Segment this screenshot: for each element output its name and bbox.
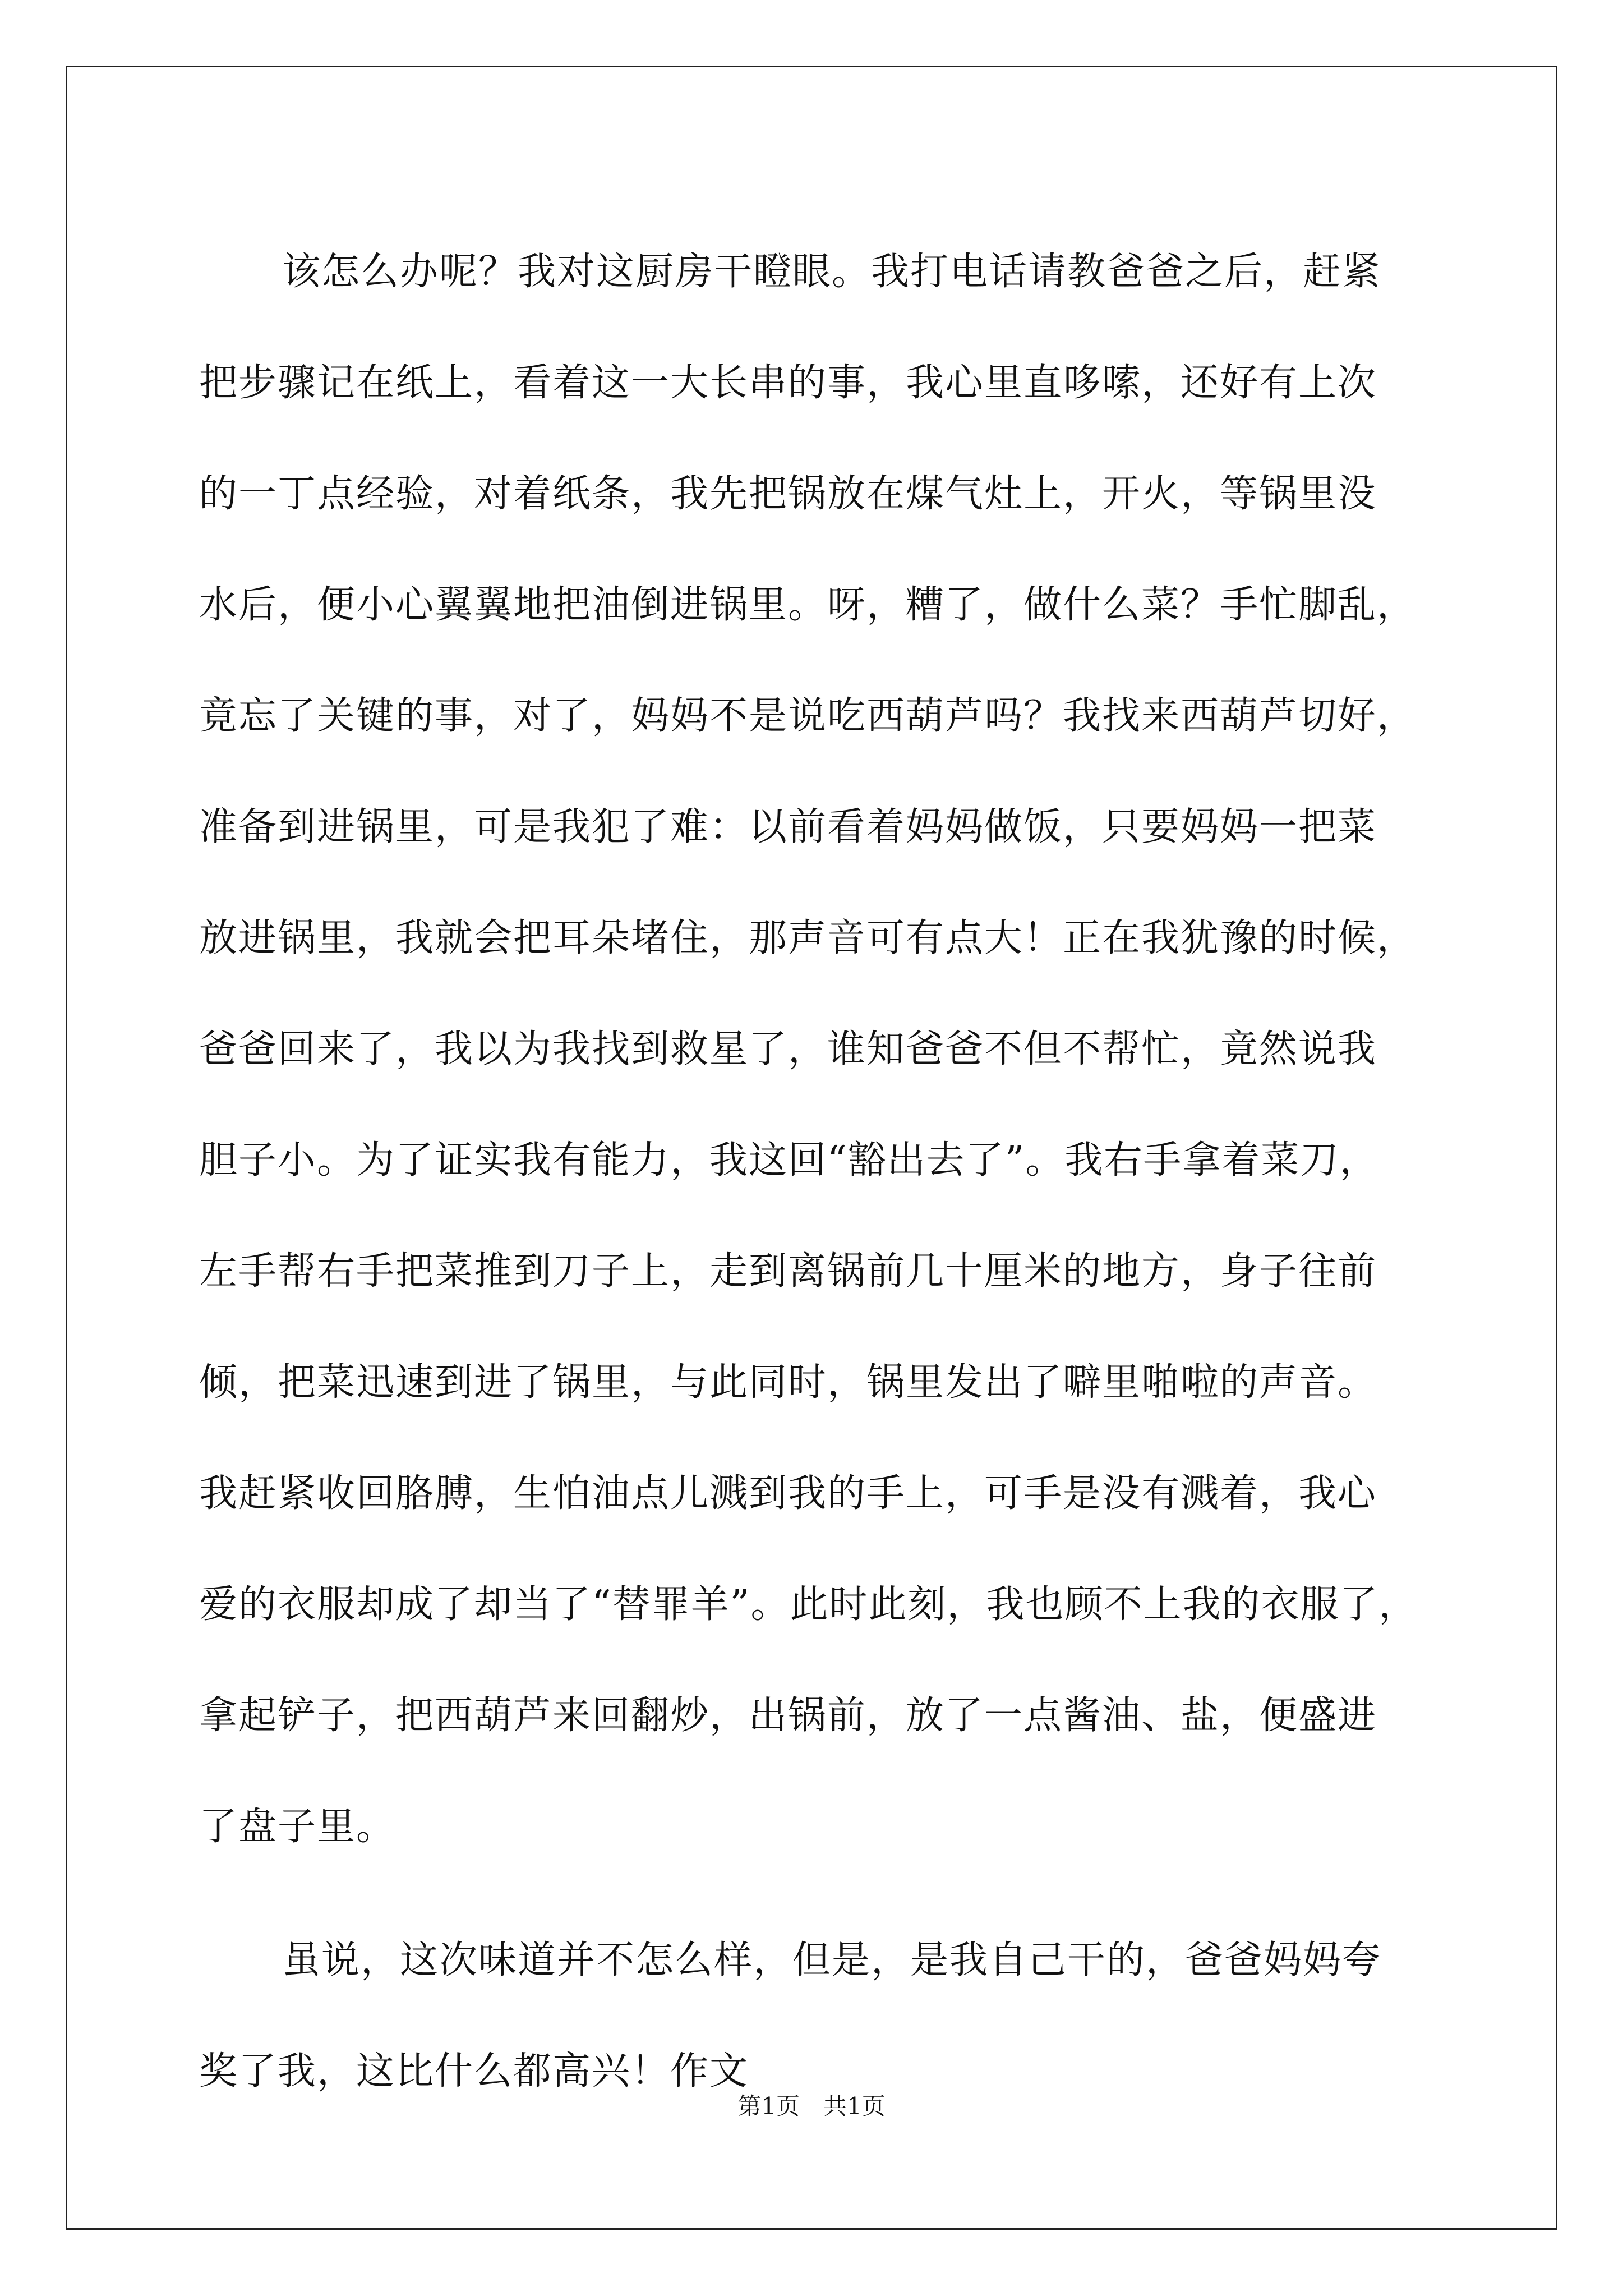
text-line: 拿起铲子，把西葫芦来回翻炒，出锅前，放了一点酱油、盐，便盛进 [199,1694,1377,1738]
text-line: 爸爸回来了，我以为我找到救星了，谁知爸爸不但不帮忙，竟然说我 [199,1027,1377,1071]
page-footer: 第1页 共1页 [737,2092,886,2120]
paragraph-spacer [199,1883,1430,1905]
text-line: 该怎么办呢？我对这厨房干瞪眼。我打电话请教爸爸之后，赶紧 [282,250,1382,294]
text-line: 胆子小。为了证实我有能力，我这回“豁出去了”。我右手拿着菜刀， [199,1138,1379,1182]
text-line: 竟忘了关键的事，对了，妈妈不是说吃西葫芦吗？我找来西葫芦切好， [199,694,1417,738]
text-line: 奖了我，这比什么都高兴！作文 [199,2049,749,2093]
text-line: 倾，把菜迅速到进了锅里，与此同时，锅里发出了噼里啪啦的声音。 [199,1360,1377,1405]
text-line: 的一丁点经验，对着纸条，我先把锅放在煤气灶上，开火，等锅里没 [199,472,1377,516]
paragraph-1 [199,217,1430,1883]
text-line: 爱的衣服却成了却当了“替罪羊”。此时此刻，我也顾不上我的衣服了， [199,1582,1418,1627]
text-line: 放进锅里，我就会把耳朵堵住，那声音可有点大！正在我犹豫的时候， [199,916,1417,960]
document-body [199,217,1430,2127]
text-line: 把步骤记在纸上，看着这一大长串的事，我心里直哆嗦，还好有上次 [199,361,1377,405]
text-line: 准备到进锅里，可是我犯了难：以前看着妈妈做饭，只要妈妈一把菜 [199,805,1377,849]
text-line: 左手帮右手把菜推到刀子上，走到离锅前几十厘米的地方，身子往前 [199,1249,1377,1294]
text-line: 虽说，这次味道并不怎么样，但是，是我自己干的，爸爸妈妈夸 [282,1938,1382,1982]
text-line: 我赶紧收回胳膊，生怕油点儿溅到我的手上，可手是没有溅着，我心 [199,1471,1377,1516]
text-line: 了盘子里。 [199,1805,396,1849]
text-line: 水后，便小心翼翼地把油倒进锅里。呀，糟了，做什么菜？手忙脚乱， [199,583,1417,627]
